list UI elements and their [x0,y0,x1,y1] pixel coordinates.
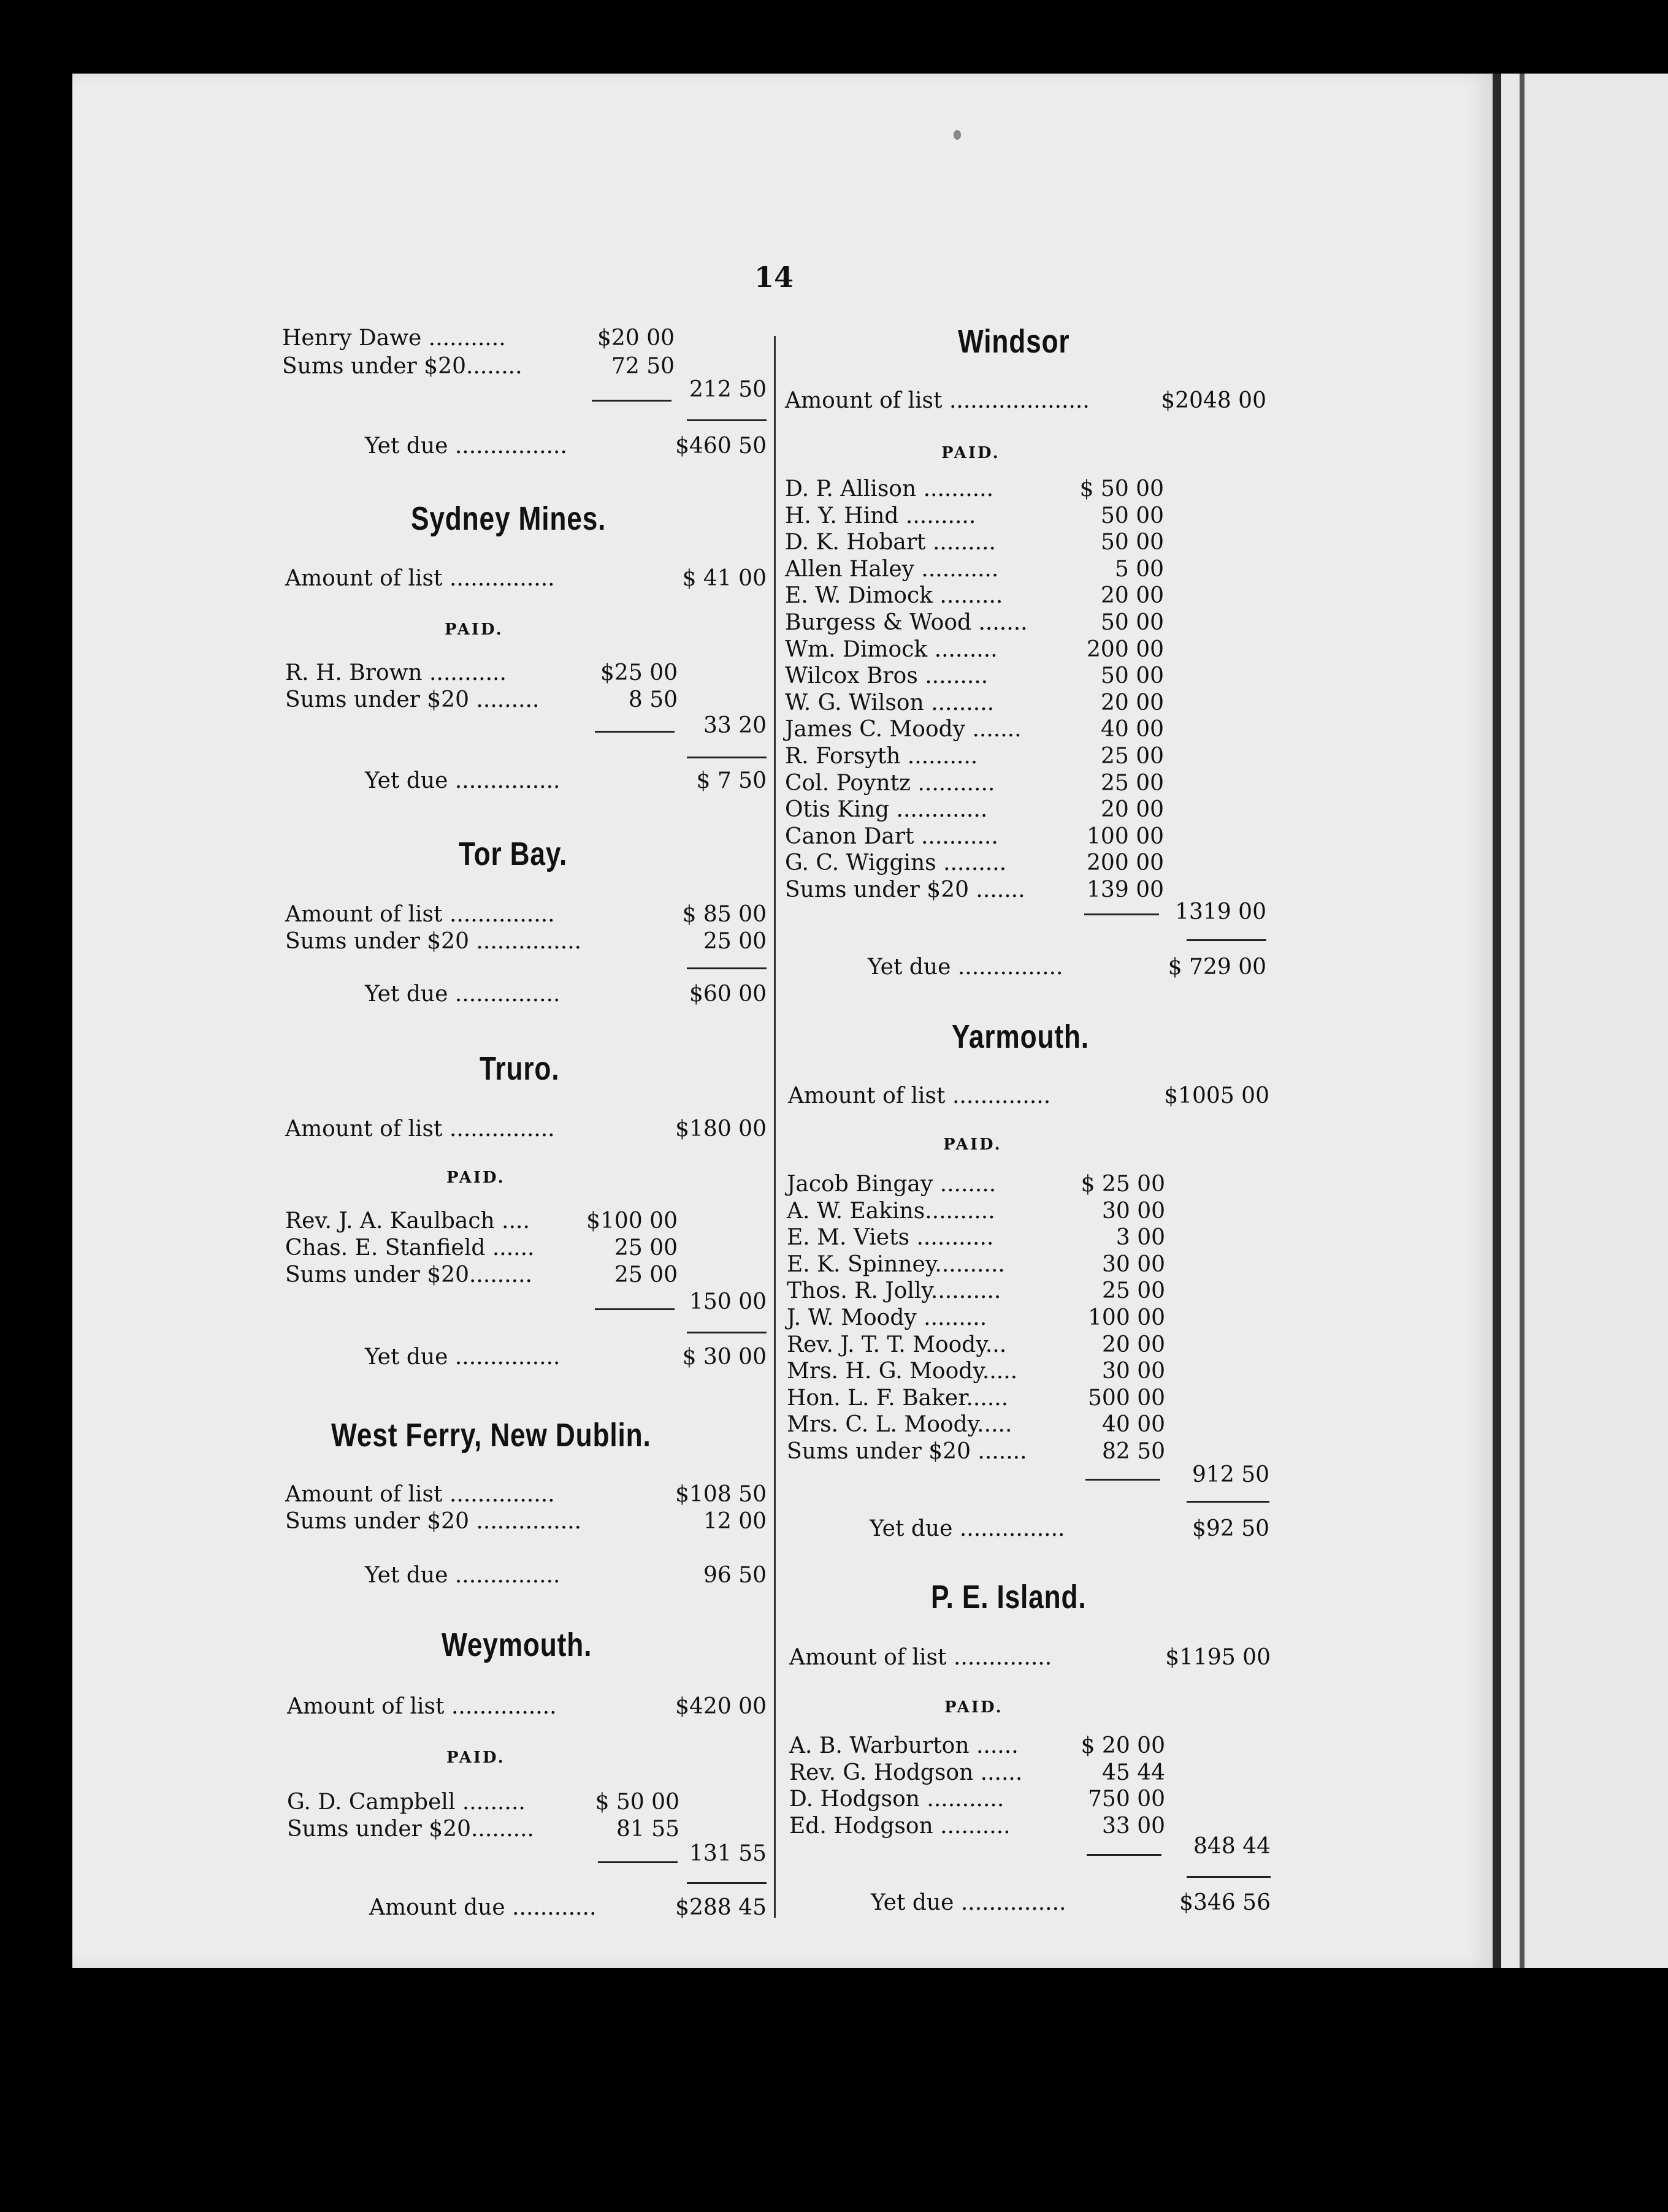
entry-name: Rev. J. T. T. Moody... [787,1332,1007,1357]
entry-name: E. M. Viets ........... [787,1225,994,1251]
subtotal: 1319 00 [1175,899,1266,925]
section-heading-weymouth: Weymouth. [442,1627,592,1663]
yet-due-label: Yet due ................ [365,433,567,459]
entry-row [787,1438,1165,1465]
entry-amount: $ 25 00 [1081,1172,1165,1197]
entry-amount: 50 00 [1100,530,1164,555]
entry-name: Ed. Hodgson .......... [789,1813,1011,1839]
amount-due-label: Amount due ............ [369,1895,597,1920]
entry-name: James C. Moody ....... [785,717,1022,742]
entry-amount: $ 50 00 [595,1790,679,1815]
entry-name: D. Hodgson ........... [789,1787,1004,1812]
entry-row [285,687,678,714]
entry-row [785,609,1164,636]
entry-name: Allen Haley ........... [785,556,999,582]
entry-name: Sums under $20......... [285,1262,532,1287]
subtotal: 912 50 [1192,1462,1269,1487]
entry-name: A. W. Eakins.......... [787,1198,995,1224]
amount-of-list-value: $1005 00 [1164,1083,1269,1108]
sum-rule [595,1308,675,1310]
amount-due-row [369,1894,767,1921]
entry-row [785,556,1164,583]
total-rule [1187,939,1266,941]
entry-name: Sums under $20 ....... [785,877,1025,902]
yet-due-row [868,954,1266,981]
yet-due-row [365,981,767,1008]
entry-amount: 750 00 [1088,1787,1165,1812]
entry-amount: 33 00 [1101,1813,1165,1839]
entry-row [785,582,1164,609]
yet-due-amount: 96 50 [703,1563,767,1588]
entry-name: Rev. G. Hodgson ...... [789,1760,1023,1785]
sums-under-label: Sums under $20 ............... [285,1509,582,1534]
entry-amount: 72 50 [611,354,675,379]
entry-amount: 8 50 [628,687,678,712]
amount-of-list-value: $2048 00 [1161,388,1266,413]
entry-amount: 100 00 [1087,823,1164,849]
yet-due-row [365,768,767,795]
entry-row [789,1813,1165,1840]
entry-amount: 50 00 [1100,503,1164,528]
entry-amount: 3 00 [1115,1225,1165,1251]
entry-row [785,663,1164,690]
yet-due-amount: $60 00 [689,982,767,1007]
amount-of-list-value: $420 00 [675,1694,767,1719]
yet-due-label: Yet due ............... [365,982,560,1007]
sums-under-row [285,1508,767,1535]
entry-amount: 82 50 [1101,1439,1165,1464]
sums-under-amount: 25 00 [703,929,767,954]
entry-row [789,1733,1165,1760]
entry-amount: 20 00 [1100,690,1164,715]
entry-name: Wm. Dimock ......... [785,636,998,662]
subtotal: 150 00 [689,1289,767,1314]
entry-name: Sums under $20 ....... [787,1439,1027,1464]
sum-rule [1087,1854,1161,1856]
entry-name: H. Y. Hind .......... [785,503,976,528]
sum-rule [598,1861,678,1863]
entry-row [789,1760,1165,1787]
entry-name: W. G. Wilson ......... [785,690,995,715]
entry-name: D. K. Hobart ......... [785,530,996,555]
entry-amount: 25 00 [1100,770,1164,796]
yet-due-label: Yet due ............... [365,768,560,793]
total-rule [687,1882,767,1884]
adjacent-page-edge [1501,74,1668,1968]
amount-of-list-label: Amount of list ............... [285,902,555,927]
sum-rule [592,400,671,402]
entry-name: Chas. E. Stanfield ...... [285,1235,535,1260]
entry-row [785,770,1164,797]
entry-name: R. Forsyth .......... [785,744,978,769]
entry-name: Sums under $20 ......... [285,687,540,712]
entry-row [785,716,1164,743]
entry-row [285,1262,678,1289]
entry-row [787,1305,1165,1332]
entry-name: Rev. J. A. Kaulbach .... [285,1208,530,1234]
entry-row [285,660,678,687]
yet-due-amount: $346 56 [1179,1890,1271,1915]
entry-amount: $100 00 [586,1208,678,1234]
entry-row [787,1332,1165,1359]
amount-of-list-label: Amount of list ............... [287,1694,557,1719]
yet-due-label: Yet due ............... [871,1890,1066,1915]
entry-row [787,1385,1165,1412]
amount-of-list-label: Amount of list .............. [788,1083,1051,1108]
entry-amount: 50 00 [1100,610,1164,635]
entry-name: Sums under $20........ [282,354,522,379]
entry-amount: 40 00 [1101,1412,1165,1438]
amount-of-list-label: Amount of list .............. [789,1645,1052,1670]
entry-amount: $20 00 [597,326,675,351]
entry-amount: 30 00 [1101,1198,1165,1224]
section-heading-truro: Truro. [480,1050,560,1087]
entry-amount: 30 00 [1101,1359,1165,1384]
subtotal: 131 55 [689,1841,767,1866]
paid-label: PAID. [445,620,503,639]
entry-row [785,529,1164,556]
yet-due-amount: $92 50 [1192,1516,1269,1541]
amount-of-list-row [287,1693,767,1720]
yet-due-row [871,1890,1271,1916]
paid-label: PAID. [446,1749,505,1767]
entry-row [785,476,1164,503]
yet-due-label: Yet due ............... [870,1516,1065,1541]
entry-name: Burgess & Wood ....... [785,610,1028,635]
amount-of-list-label: Amount of list ............... [285,566,555,591]
entry-row [789,1786,1165,1813]
amount-of-list-value: $180 00 [675,1116,767,1142]
entry-row [785,743,1164,770]
entry-amount: 20 00 [1101,1332,1165,1357]
total-rule [1187,1501,1269,1503]
amount-of-list-label: Amount of list ............... [285,1482,555,1507]
entry-amount: 25 00 [1100,744,1164,769]
paid-label: PAID. [944,1698,1003,1717]
amount-of-list-value: $1195 00 [1165,1645,1271,1670]
sum-rule [595,731,675,733]
paid-label: PAID. [943,1135,1002,1154]
subtotal: 33 20 [703,713,767,738]
entry-amount: 500 00 [1088,1385,1165,1411]
entry-name: Col. Poyntz ........... [785,770,995,796]
entry-name: R. H. Brown ........... [285,660,507,685]
entry-row [785,796,1164,823]
yet-due-amount: $ 7 50 [696,768,767,793]
yet-due-amount: $460 50 [675,433,767,459]
paper-speck [954,130,961,140]
sums-under-amount: 12 00 [703,1509,767,1534]
entry-amount: 45 44 [1101,1760,1165,1785]
entry-row [287,1816,679,1843]
yet-due-label: Yet due ............... [365,1344,560,1370]
entry-name: A. B. Warburton ...... [789,1733,1019,1758]
yet-due-row [365,433,767,460]
entry-row [287,1789,679,1816]
amount-of-list-label: Amount of list .................... [785,388,1090,413]
subtotal: 212 50 [689,377,767,402]
amount-of-list-value: $ 85 00 [682,902,767,927]
yet-due-amount: $ 30 00 [682,1344,767,1370]
amount-of-list-row [789,1644,1271,1671]
entry-name: Mrs. C. L. Moody..... [787,1412,1012,1438]
sums-under-row [285,928,767,955]
entry-name: E. W. Dimock ......... [785,583,1003,609]
page-fold [1520,74,1525,1968]
entry-amount: 200 00 [1087,850,1164,876]
section-heading-sydney-mines: Sydney Mines. [411,500,606,537]
entry-row [785,850,1164,877]
entry-name: Hon. L. F. Baker...... [787,1385,1009,1411]
entry-amount: 139 00 [1087,877,1164,902]
entry-row [787,1358,1165,1385]
paid-label: PAID. [941,444,1000,462]
yet-due-row [365,1344,767,1371]
entry-name: G. C. Wiggins ......... [785,850,1007,876]
entry-amount: $25 00 [600,660,678,685]
entry-name: Jacob Bingay ........ [787,1172,997,1197]
amount-of-list-row [285,565,767,592]
entry-name: Canon Dart ........... [785,823,998,849]
entry-name: Mrs. H. G. Moody..... [787,1359,1018,1384]
entry-row [787,1251,1165,1278]
entry-row [785,823,1164,850]
entry-row [285,1208,678,1235]
amount-of-list-label: Amount of list ............... [285,1116,555,1142]
paid-label: PAID. [446,1169,505,1187]
entry-amount: 20 00 [1100,583,1164,609]
subtotal: 848 44 [1193,1834,1271,1859]
entry-amount: $ 50 00 [1079,476,1164,502]
amount-of-list-value: $108 50 [675,1482,767,1507]
entry-name: Thos. R. Jolly.......... [787,1278,1001,1304]
section-heading-tor-bay: Tor Bay. [459,836,568,872]
amount-due-amount: $288 45 [675,1895,767,1920]
yet-due-label: Yet due ............... [868,955,1063,980]
section-heading-pe-island: P. E. Island. [931,1579,1087,1615]
entry-amount: $ 20 00 [1081,1733,1165,1758]
page-number: 14 [754,261,794,294]
entry-amount: 30 00 [1101,1251,1165,1277]
yet-due-label: Yet due ............... [365,1563,560,1588]
section-heading-windsor: Windsor [958,323,1070,360]
yet-due-row [365,1562,767,1589]
sum-rule [1085,1479,1160,1481]
entry-row [787,1198,1165,1225]
total-rule [687,967,767,969]
sum-rule [1084,913,1159,915]
amount-of-list-row [788,1083,1269,1110]
entry-name: G. D. Campbell ......... [287,1790,526,1815]
entry-row [785,636,1164,663]
entry-row [787,1411,1165,1438]
total-rule [1187,1876,1271,1878]
section-heading-west-ferry: West Ferry, New Dublin. [331,1417,651,1454]
entry-row [787,1278,1165,1305]
entry-amount: 25 00 [1101,1278,1165,1304]
yet-due-row [870,1516,1269,1543]
entry-name: Otis King ............. [785,797,988,823]
entry-row [785,690,1164,717]
amount-of-list-value: $ 41 00 [682,566,767,591]
entry-name: Henry Dawe ........... [282,326,506,351]
entry-amount: 81 55 [616,1817,679,1842]
entry-row [282,325,675,352]
amount-of-list-row [785,387,1266,414]
total-rule [687,1332,767,1333]
entry-amount: 100 00 [1088,1305,1165,1330]
entry-row [785,503,1164,530]
entry-name: J. W. Moody ......... [787,1305,987,1330]
total-rule [687,419,767,421]
entry-name: E. K. Spinney.......... [787,1251,1005,1277]
amount-of-list-row [285,1116,767,1143]
entry-name: D. P. Allison .......... [785,476,994,502]
entry-name: Wilcox Bros ......... [785,663,989,689]
column-divider [774,336,776,1918]
entry-row [787,1171,1165,1198]
page-edge [1493,74,1501,1968]
entry-row [787,1224,1165,1251]
entry-row [285,1235,678,1262]
entry-amount: 5 00 [1114,556,1164,582]
total-rule [687,757,767,758]
entry-amount: 40 00 [1100,717,1164,742]
entry-amount: 25 00 [614,1235,678,1260]
entry-row [282,353,675,380]
entry-name: Sums under $20......... [287,1817,534,1842]
entry-amount: 50 00 [1100,663,1164,689]
yet-due-amount: $ 729 00 [1168,955,1266,980]
entry-amount: 25 00 [614,1262,678,1287]
section-heading-yarmouth: Yarmouth. [952,1018,1089,1055]
sums-under-label: Sums under $20 ............... [285,929,582,954]
amount-of-list-row [285,1481,767,1508]
entry-amount: 200 00 [1087,636,1164,662]
entry-row [785,877,1164,904]
amount-of-list-row [285,901,767,928]
entry-amount: 20 00 [1100,797,1164,823]
